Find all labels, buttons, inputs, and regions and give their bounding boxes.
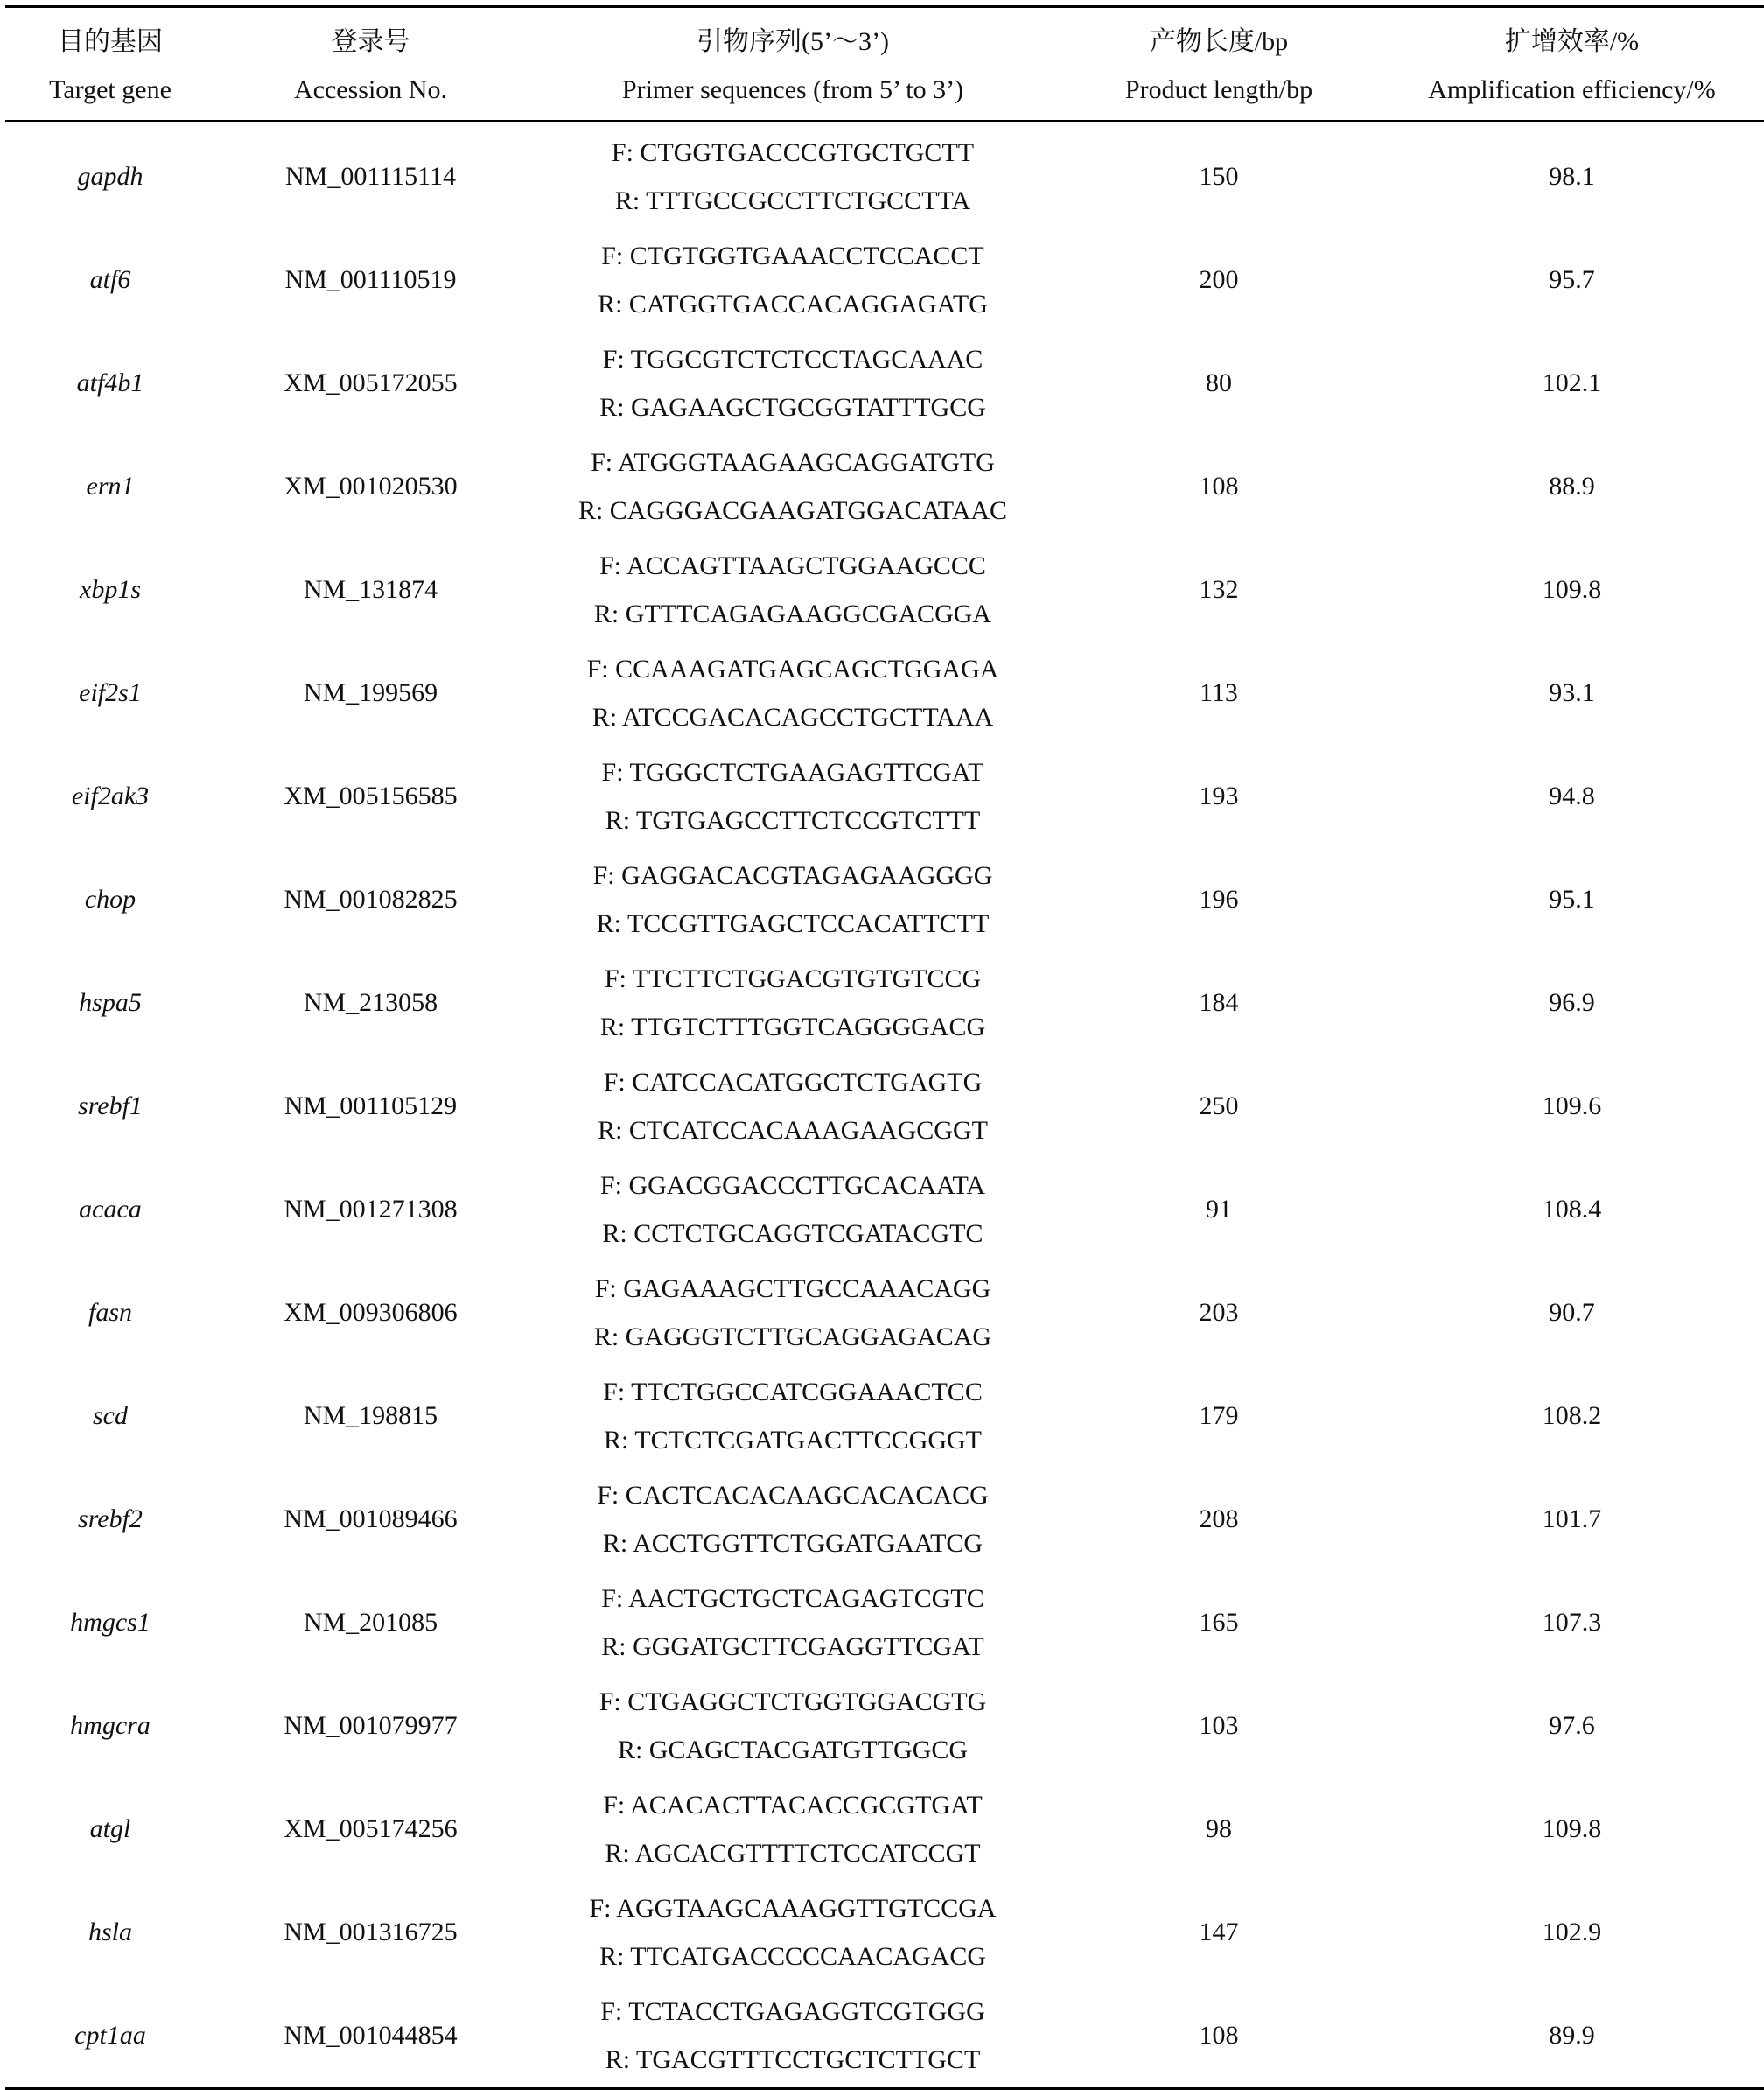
forward-primer: F: TTCTTCTGGACGTGTGTCCG (604, 964, 982, 993)
accession-cell: NM_001105129 (284, 1091, 458, 1120)
forward-primer: F: TTCTGGCCATCGGAAACTCC (603, 1378, 983, 1406)
length-cell: 80 (1206, 368, 1232, 397)
primer-cell (526, 435, 1060, 538)
reverse-primer: R: GAGAAGCTGCGGTATTTGCG (599, 393, 986, 422)
gene-cell: acaca (79, 1195, 142, 1224)
accession-cell: NM_001271308 (284, 1195, 458, 1224)
forward-primer: F: CCAAAGATGAGCAGCTGGAGA (586, 655, 999, 684)
length-cell: 193 (1199, 782, 1239, 810)
table-row (5, 1468, 1764, 1571)
primer-cell (526, 228, 1060, 332)
accession-cell: NM_001079977 (284, 1711, 458, 1740)
reverse-primer: R: TCCGTTGAGCTCCACATTCTT (596, 909, 990, 938)
length-cell: 132 (1199, 575, 1239, 604)
forward-primer: F: CATCCACATGGCTCTGAGTG (603, 1068, 983, 1097)
gene-cell: hmgcs1 (70, 1608, 150, 1637)
reverse-primer: R: GAGGGTCTTGCAGGAGACAG (593, 1322, 992, 1351)
primer-cell (526, 1778, 1060, 1881)
header-gene-cn: 目的基因 (5, 7, 215, 65)
accession-cell: NM_198815 (303, 1401, 438, 1430)
primer-cell (526, 1261, 1060, 1364)
header-accession-en: Accession No. (215, 64, 526, 121)
efficiency-cell: 89.9 (1378, 1984, 1764, 2089)
header-row-chinese (5, 7, 1764, 65)
primer-cell (526, 848, 1060, 951)
forward-primer: F: TGGGCTCTGAAGAGTTCGAT (601, 758, 984, 787)
gene-cell: fasn (88, 1298, 132, 1327)
efficiency-cell: 102.1 (1542, 368, 1602, 397)
gene-cell: eif2s1 (79, 678, 142, 707)
primer-table (5, 5, 1764, 2090)
gene-cell: chop (84, 885, 136, 914)
length-cell: 184 (1199, 988, 1239, 1017)
forward-primer: F: CTGAGGCTCTGGTGGACGTG (598, 1687, 987, 1716)
gene-cell: ern1 (86, 472, 135, 501)
header-efficiency-en: Amplification efficiency/% (1378, 64, 1764, 121)
header-primer-en: Primer sequences (from 5’ to 3’) (526, 64, 1060, 121)
table-row (5, 642, 1764, 745)
gene-cell: hsla (88, 1918, 132, 1946)
efficiency-cell: 88.9 (1549, 472, 1595, 501)
reverse-primer: R: TGTGAGCCTTCTCCGTCTTT (605, 806, 981, 835)
header-gene-en: Target gene (5, 64, 215, 121)
reverse-primer: R: ATCCGACACAGCCTGCTTAAA (592, 703, 994, 732)
reverse-primer: R: TTGTCTTTGGTCAGGGGACG (599, 1013, 986, 1041)
table-row (5, 951, 1764, 1055)
accession-cell: NM_001082825 (284, 885, 458, 914)
reverse-primer: R: GTTTCAGAGAAGGCGACGGA (593, 600, 992, 628)
table-row (5, 121, 1764, 228)
table-row (5, 538, 1764, 642)
length-cell: 208 (1199, 1504, 1239, 1533)
accession-cell: XM_009306806 (284, 1298, 458, 1327)
gene-cell: srebf1 (78, 1091, 143, 1120)
table-row (5, 1055, 1764, 1158)
forward-primer: F: ACACACTTACACCGCGTGAT (603, 1791, 983, 1820)
length-cell: 196 (1199, 885, 1239, 914)
reverse-primer: R: ACCTGGTTCTGGATGAATCG (602, 1529, 984, 1558)
primer-cell (526, 1364, 1060, 1468)
forward-primer: F: ACCAGTTAAGCTGGAAGCCC (599, 551, 986, 580)
primer-cell (526, 1158, 1060, 1261)
reverse-primer: R: CAGGGACGAAGATGGACATAAC (578, 496, 1008, 525)
header-primer-cn: 引物序列(5’～3’) (526, 7, 1060, 65)
table-row (5, 1881, 1764, 1984)
table-row (5, 1984, 1764, 2089)
primer-table-container (5, 5, 1764, 2090)
accession-cell: XM_005172055 (284, 368, 458, 397)
reverse-primer: R: GCAGCTACGATGTTGGCG (617, 1736, 969, 1764)
table-row (5, 1364, 1764, 1468)
header-length-cn: 产物长度/bp (1060, 7, 1378, 65)
length-cell: 103 (1199, 1711, 1239, 1740)
table-row (5, 1158, 1764, 1261)
efficiency-cell: 93.1 (1549, 678, 1595, 707)
efficiency-cell: 102.9 (1542, 1918, 1602, 1946)
primer-cell (526, 642, 1060, 745)
gene-cell: hspa5 (79, 988, 142, 1017)
table-row (5, 1778, 1764, 1881)
length-cell: 165 (1199, 1608, 1239, 1637)
efficiency-cell: 94.8 (1549, 782, 1595, 810)
table-row (5, 1571, 1764, 1674)
length-cell: 108 (1199, 472, 1239, 501)
efficiency-cell: 101.7 (1542, 1504, 1602, 1533)
efficiency-cell: 98.1 (1549, 162, 1595, 191)
gene-cell: hmgcra (70, 1711, 150, 1740)
length-cell: 108 (1060, 1984, 1378, 2089)
primer-cell (526, 1468, 1060, 1571)
forward-primer: F: GAGGACACGTAGAGAAGGGG (592, 861, 993, 890)
forward-primer: F: ATGGGTAAGAAGCAGGATGTG (591, 448, 995, 477)
length-cell: 147 (1199, 1918, 1239, 1946)
primer-cell (526, 332, 1060, 435)
efficiency-cell: 108.4 (1542, 1195, 1602, 1224)
gene-cell: eif2ak3 (71, 782, 150, 810)
primer-cell (526, 1055, 1060, 1158)
reverse-primer: R: CATGGTGACCACAGGAGATG (598, 290, 988, 319)
header-accession-cn: 登录号 (215, 7, 526, 65)
forward-primer: F: TGGCGTCTCTCCTAGCAAAC (602, 345, 984, 374)
primer-cell (526, 121, 1060, 228)
accession-cell: NM_131874 (303, 575, 438, 604)
primer-cell (526, 745, 1060, 848)
gene-cell: cpt1aa (5, 1984, 215, 2089)
accession-cell: XM_005174256 (284, 1814, 458, 1843)
efficiency-cell: 97.6 (1549, 1711, 1595, 1740)
forward-primer: F: AACTGCTGCTCAGAGTCGTC (601, 1584, 984, 1613)
table-body (5, 121, 1764, 2089)
gene-cell: atf6 (89, 265, 131, 294)
efficiency-cell: 109.6 (1542, 1091, 1602, 1120)
reverse-primer: R: TTTGCCGCCTTCTGCCTTA (614, 186, 971, 215)
table-row (5, 332, 1764, 435)
reverse-primer: R: TTCATGACCCCCAACAGACG (598, 1942, 987, 1971)
efficiency-cell: 108.2 (1542, 1401, 1602, 1430)
reverse-primer: R: TGACGTTTCCTGCTCTTGCT (605, 2045, 981, 2074)
primer-cell (526, 1571, 1060, 1674)
forward-primer: F: GGACGGACCCTTGCACAATA (599, 1171, 986, 1200)
table-row (5, 1261, 1764, 1364)
forward-primer: F: CTGGTGACCCGTGCTGCTT (611, 138, 975, 167)
header-length-en: Product length/bp (1060, 64, 1378, 121)
efficiency-cell: 95.1 (1549, 885, 1595, 914)
reverse-primer: R: TCTCTCGATGACTTCCGGGT (604, 1426, 982, 1455)
efficiency-cell: 107.3 (1542, 1608, 1602, 1637)
forward-primer: F: AGGTAAGCAAAGGTTGTCCGA (589, 1894, 997, 1923)
forward-primer: F: TCTACCTGAGAGGTCGTGGG (600, 1997, 985, 2026)
length-cell: 250 (1199, 1091, 1239, 1120)
length-cell: 179 (1199, 1401, 1239, 1430)
forward-primer: F: GAGAAAGCTTGCCAAACAGG (594, 1274, 991, 1303)
table-row (5, 1674, 1764, 1778)
reverse-primer: R: CCTCTGCAGGTCGATACGTC (602, 1219, 984, 1248)
forward-primer: F: CTGTGGTGAAACCTCCACCT (601, 242, 984, 270)
accession-cell: NM_213058 (303, 988, 438, 1017)
efficiency-cell: 96.9 (1549, 988, 1595, 1017)
length-cell: 150 (1199, 162, 1239, 191)
header-efficiency-cn: 扩增效率/% (1378, 7, 1764, 65)
table-row (5, 848, 1764, 951)
gene-cell: xbp1s (80, 575, 141, 604)
primer-cell (526, 1984, 1060, 2089)
reverse-primer: R: GGGATGCTTCGAGGTTCGAT (601, 1632, 984, 1661)
accession-cell: NM_201085 (303, 1608, 438, 1637)
table-header (5, 7, 1764, 122)
primer-cell (526, 538, 1060, 642)
reverse-primer: R: AGCACGTTTTCTCCATCCGT (605, 1839, 981, 1868)
gene-cell: scd (93, 1401, 128, 1430)
accession-cell: NM_001089466 (284, 1504, 458, 1533)
accession-cell: NM_001044854 (215, 1984, 526, 2089)
header-row-english (5, 64, 1764, 121)
forward-primer: F: CACTCACACAAGCACACACG (597, 1481, 989, 1510)
efficiency-cell: 109.8 (1542, 1814, 1602, 1843)
table-row (5, 435, 1764, 538)
primer-cell (526, 1674, 1060, 1778)
table-row (5, 745, 1764, 848)
accession-cell: XM_005156585 (284, 782, 458, 810)
accession-cell: NM_001110519 (284, 265, 457, 294)
length-cell: 98 (1206, 1814, 1232, 1843)
gene-cell: gapdh (77, 162, 144, 191)
accession-cell: NM_199569 (303, 678, 438, 707)
accession-cell: XM_001020530 (284, 472, 458, 501)
length-cell: 113 (1200, 678, 1238, 707)
efficiency-cell: 90.7 (1549, 1298, 1595, 1327)
accession-cell: NM_001316725 (284, 1918, 458, 1946)
length-cell: 200 (1199, 265, 1239, 294)
gene-cell: srebf2 (78, 1504, 143, 1533)
gene-cell: atf4b1 (76, 368, 144, 397)
efficiency-cell: 109.8 (1542, 575, 1602, 604)
length-cell: 91 (1206, 1195, 1232, 1224)
gene-cell: atgl (89, 1814, 131, 1843)
accession-cell: NM_001115114 (285, 162, 456, 191)
table-row (5, 228, 1764, 332)
efficiency-cell: 95.7 (1549, 265, 1595, 294)
primer-cell (526, 951, 1060, 1055)
reverse-primer: R: CTCATCCACAAAGAAGCGGT (598, 1116, 988, 1145)
length-cell: 203 (1199, 1298, 1239, 1327)
primer-cell (526, 1881, 1060, 1984)
